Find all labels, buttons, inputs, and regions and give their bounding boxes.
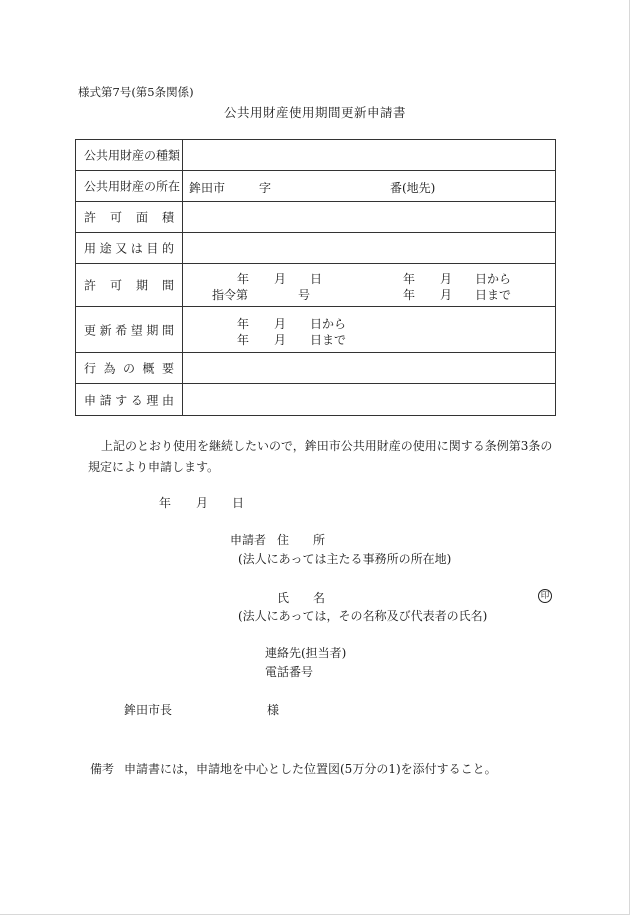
char: す <box>115 393 128 407</box>
remarks-label: 備考 <box>90 762 115 776</box>
permit-shirei: 指令第 <box>212 288 249 302</box>
char: 途 <box>99 241 112 256</box>
phone-label: 電話番号 <box>265 665 314 679</box>
date-year: 年 <box>159 496 172 510</box>
table-row-type <box>76 140 555 171</box>
permit-day: 日 <box>310 272 323 286</box>
row-header <box>76 140 183 170</box>
char: 望 <box>130 323 143 337</box>
table-row-reason <box>76 384 555 415</box>
row-label-spread <box>84 360 174 377</box>
renewal-until-month: 月 <box>274 333 287 347</box>
statement-line-1: 上記のとおり使用を継続したいので，鉾田市公共用財産の使用に関する条例第3条の <box>101 439 553 453</box>
char: 期 <box>146 323 159 337</box>
row-header <box>76 307 183 352</box>
char: 概 <box>142 361 155 376</box>
char: 為 <box>103 361 116 376</box>
renewal-from-year: 年 <box>237 317 250 331</box>
address-label-1: 住 <box>277 533 290 547</box>
applicant-label: 申請者 <box>230 533 267 547</box>
address-note: (法人にあっては主たる事務所の所在地) <box>238 552 452 566</box>
permit-from-month: 月 <box>440 272 453 286</box>
char: 請 <box>99 393 112 407</box>
char: 又 <box>115 241 128 256</box>
renewal-from-month: 月 <box>274 317 287 331</box>
table-row-renewal-period <box>76 307 555 353</box>
location-aza: 字 <box>259 181 272 195</box>
char: 間 <box>161 278 174 293</box>
location-city: 鉾田市 <box>189 181 226 195</box>
name-label-2: 名 <box>313 591 326 605</box>
renewal-until-day: 日まで <box>310 333 347 347</box>
row-header <box>76 202 183 232</box>
char: 行 <box>84 361 97 376</box>
row-header <box>76 264 183 306</box>
row-label: 公共用財産の所在 <box>84 179 181 194</box>
row-label-spread <box>84 321 174 338</box>
char: の <box>122 361 135 376</box>
table-row-permit-period <box>76 264 555 307</box>
char: 許 <box>84 278 97 293</box>
permit-until-month: 月 <box>440 288 453 302</box>
char: る <box>130 393 143 407</box>
char: 的 <box>161 241 174 256</box>
statement-line-2: 規定により申請します。 <box>88 460 220 474</box>
addressee-honorific: 様 <box>267 703 280 717</box>
table-row-overview <box>76 353 555 384</box>
form-number-label: 様式第7号(第5条関係) <box>78 85 194 99</box>
char: 面 <box>135 210 148 225</box>
location-ban: 番(地先) <box>390 181 436 195</box>
char: 新 <box>99 323 112 337</box>
name-label-1: 氏 <box>277 591 290 605</box>
form-title: 公共用財産使用期間更新申請書 <box>223 105 406 120</box>
permit-from-year: 年 <box>403 272 416 286</box>
row-label-spread <box>84 277 174 294</box>
char: 由 <box>161 393 174 407</box>
remarks-text: 申請書には，申請地を中心とした位置図(5万分の1)を添付すること。 <box>124 762 497 776</box>
char: 積 <box>161 210 174 225</box>
char: 目 <box>146 241 159 256</box>
row-label-spread <box>84 391 174 408</box>
permit-year: 年 <box>237 272 250 286</box>
permit-from-day: 日から <box>475 272 512 286</box>
permit-until-day: 日まで <box>475 288 512 302</box>
char: は <box>130 241 143 256</box>
row-label-spread <box>84 240 174 257</box>
date-day: 日 <box>232 496 245 510</box>
permit-go: 号 <box>298 288 311 302</box>
row-header <box>76 171 183 201</box>
row-header <box>76 353 183 383</box>
char: 可 <box>109 210 122 225</box>
char: 要 <box>161 361 174 376</box>
table-row-area <box>76 202 555 233</box>
row-header <box>76 233 183 263</box>
char: 更 <box>84 323 97 337</box>
name-note: (法人にあっては，その名称及び代表者の氏名) <box>238 609 488 623</box>
char: 許 <box>84 210 97 225</box>
address-label-2: 所 <box>313 533 326 547</box>
permit-until-year: 年 <box>403 288 416 302</box>
addressee-name: 鉾田市長 <box>124 703 173 717</box>
char: 可 <box>109 278 122 293</box>
char: 理 <box>146 393 159 407</box>
char: 申 <box>84 393 97 407</box>
contact-label: 連絡先(担当者) <box>265 646 347 660</box>
row-header <box>76 384 183 415</box>
row-label-spread <box>84 209 174 226</box>
renewal-from-day: 日から <box>310 317 347 331</box>
application-table <box>75 139 556 416</box>
row-label: 公共用財産の種類 <box>84 148 181 163</box>
date-month: 月 <box>196 496 209 510</box>
table-row-purpose <box>76 233 555 264</box>
renewal-until-year: 年 <box>237 333 250 347</box>
table-row-location <box>76 171 555 202</box>
char: 間 <box>161 323 174 337</box>
permit-month: 月 <box>274 272 287 286</box>
char: 期 <box>135 278 148 293</box>
char: 希 <box>115 323 128 337</box>
char: 用 <box>84 241 97 256</box>
seal-mark: 印 <box>538 589 552 603</box>
